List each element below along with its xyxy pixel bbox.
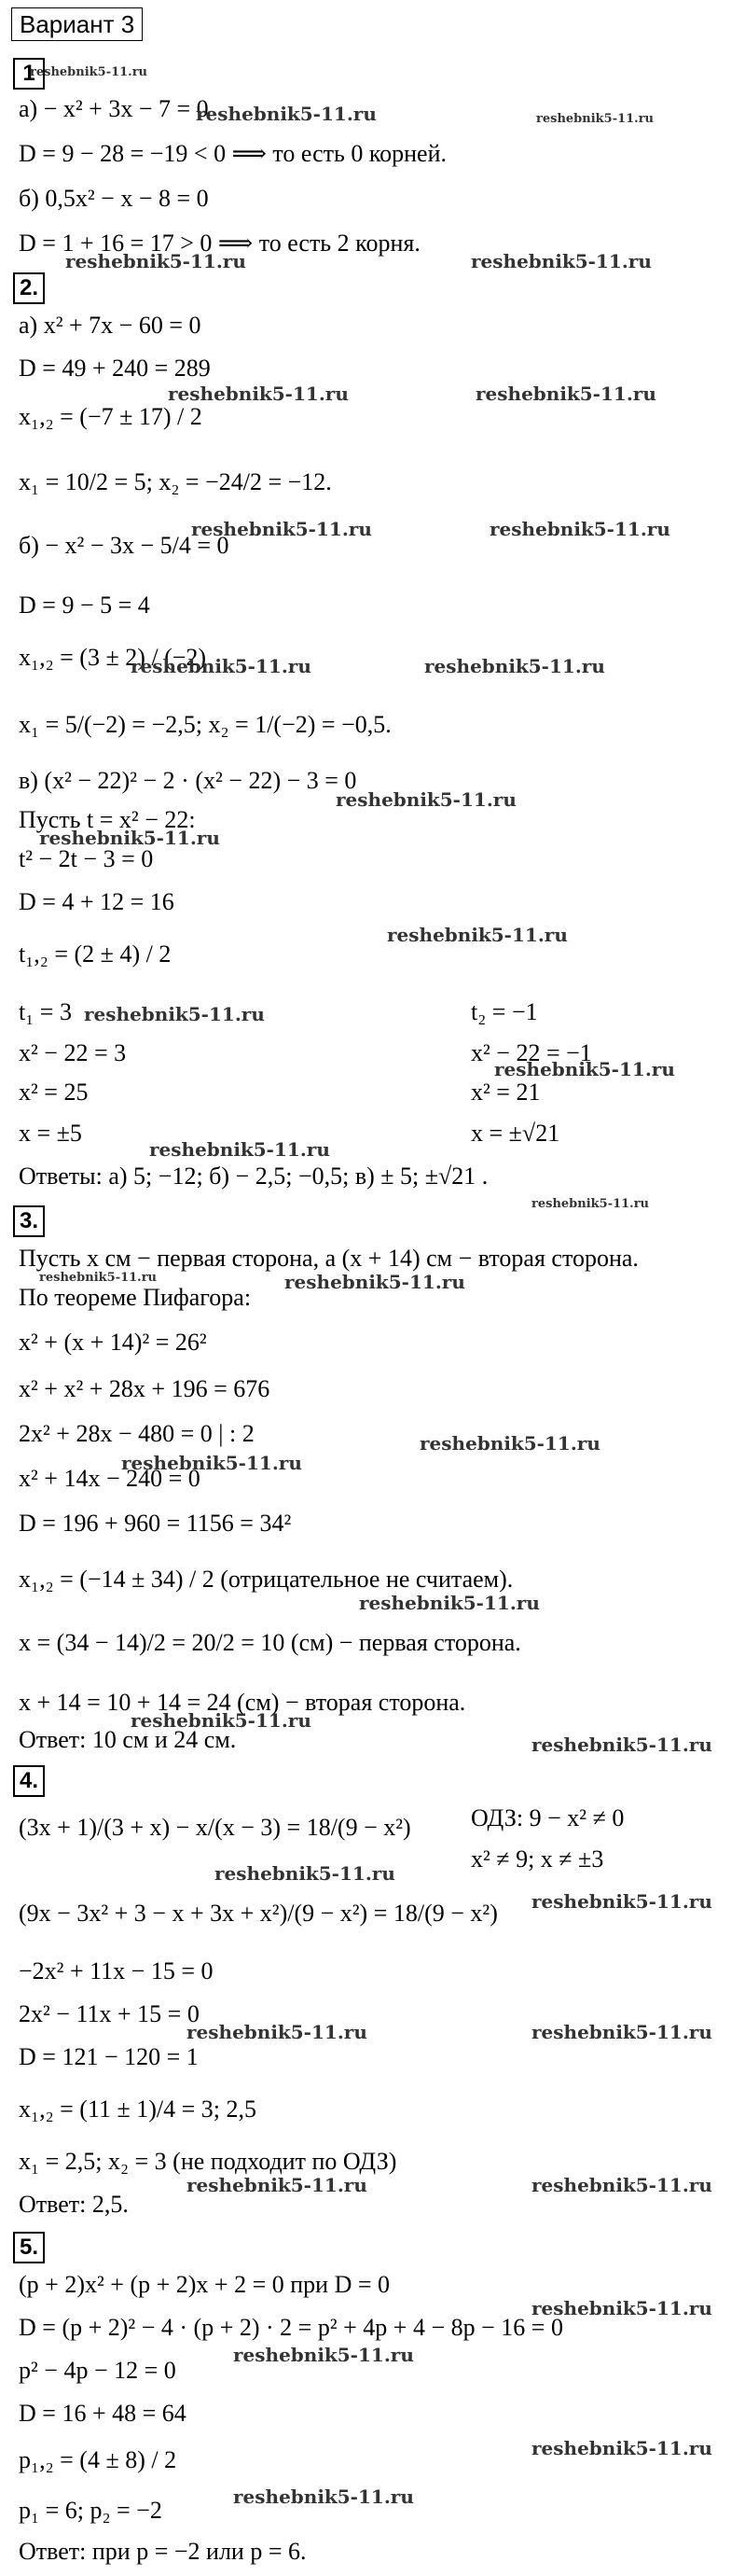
formula-line: x² + 14x − 240 = 0	[19, 1465, 200, 1492]
formula-line: p₁ = 6; p₂ = −2	[19, 2497, 162, 2524]
formula-line: t₁,₂ = (2 ± 4) / 2	[19, 940, 172, 968]
variant-title: Вариант 3	[11, 7, 143, 41]
formula-line: Пусть t = x² − 22:	[19, 806, 196, 833]
formula-line: D = 49 + 240 = 289	[19, 355, 211, 382]
formula-line: x₁ = 5/(−2) = −2,5; x₂ = 1/(−2) = −0,5.	[19, 711, 392, 738]
watermark: reshebnik5-11.ru	[131, 655, 311, 677]
watermark: reshebnik5-11.ru	[65, 250, 246, 272]
formula-line: x² − 22 = −1	[471, 1039, 592, 1066]
formula-line: 2x² − 11x + 15 = 0	[19, 2000, 200, 2027]
formula-line: p² − 4p − 12 = 0	[19, 2357, 176, 2384]
formula-line: x² + (x + 14)² = 26²	[19, 1329, 207, 1356]
task-number-3: 3.	[13, 1205, 45, 1237]
watermark: reshebnik5-11.ru	[531, 2021, 712, 2043]
watermark: reshebnik5-11.ru	[531, 2437, 712, 2459]
formula-line: x + 14 = 10 + 14 = 24 (см) − вторая сторона.	[19, 1689, 466, 1716]
watermark: reshebnik5-11.ru	[336, 788, 517, 811]
formula-line: (9x − 3x² + 3 − x + 3x + x²)/(9 − x²) = 18/(9 − x²)	[19, 1900, 498, 1927]
watermark: reshebnik5-11.ru	[233, 2344, 414, 2366]
formula-line: б) − x² − 3x − 5/4 = 0	[19, 532, 229, 559]
formula-line: x² = 25	[19, 1079, 89, 1106]
formula-line: ОДЗ: 9 − x² ≠ 0	[471, 1804, 625, 1831]
formula-line: x² + x² + 28x + 196 = 676	[19, 1375, 270, 1402]
watermark: reshebnik5-11.ru	[531, 1734, 712, 1756]
task-number-2: 2.	[13, 272, 45, 304]
watermark: reshebnik5-11.ru	[531, 1890, 712, 1913]
task-number-1: 1	[13, 58, 45, 90]
task-number-5: 5.	[13, 2232, 45, 2263]
formula-line: Ответ: 10 см и 24 см.	[19, 1726, 237, 1753]
formula-line: x² = 21	[471, 1079, 541, 1106]
formula-line: Пусть x см − первая сторона, а (x + 14) см − вторая сторона.	[19, 1245, 639, 1272]
watermark: reshebnik5-11.ru	[531, 2297, 712, 2319]
formula-line: p₁,₂ = (4 ± 8) / 2	[19, 2446, 177, 2473]
watermark: reshebnik5-11.ru	[536, 112, 655, 126]
formula-line: Ответ: при p = −2 или p = 6.	[19, 2538, 307, 2565]
watermark: reshebnik5-11.ru	[149, 1138, 330, 1161]
watermark: reshebnik5-11.ru	[490, 518, 670, 540]
watermark: reshebnik5-11.ru	[476, 383, 656, 405]
watermark: reshebnik5-11.ru	[30, 65, 148, 79]
formula-line: D = 16 + 48 = 64	[19, 2400, 186, 2427]
formula-line: x = ±5	[19, 1120, 82, 1147]
formula-line: а) − x² + 3x − 7 = 0	[19, 95, 209, 122]
formula-line: (p + 2)x² + (p + 2)x + 2 = 0 при D = 0	[19, 2271, 391, 2298]
formula-line: t² − 2t − 3 = 0	[19, 845, 154, 872]
watermark: reshebnik5-11.ru	[39, 827, 220, 849]
formula-line: D = 9 − 28 = −19 < 0 ⟹ то есть 0 корней.	[19, 140, 448, 167]
formula-line: а) x² + 7x − 60 = 0	[19, 312, 201, 339]
formula-line: t₁ = 3	[19, 998, 72, 1025]
formula-line: D = 1 + 16 = 17 > 0 ⟹ то есть 2 корня.	[19, 230, 421, 257]
formula-line: x = ±√21	[471, 1120, 560, 1147]
watermark: reshebnik5-11.ru	[420, 1432, 600, 1455]
watermark: reshebnik5-11.ru	[191, 518, 372, 540]
formula-line: x² ≠ 9; x ≠ ±3	[471, 1845, 604, 1873]
formula-line: D = (p + 2)² − 4 · (p + 2) · 2 = p² + 4p + 4 − 8p − 16 = 0	[19, 2314, 563, 2341]
watermark: reshebnik5-11.ru	[84, 1003, 265, 1025]
formula-line: x₁ = 10/2 = 5; x₂ = −24/2 = −12.	[19, 468, 332, 495]
formula-line: x₁,₂ = (3 ± 2) / (−2)	[19, 644, 207, 671]
task-number-4: 4.	[13, 1765, 45, 1797]
watermark: reshebnik5-11.ru	[387, 924, 568, 946]
watermark: reshebnik5-11.ru	[471, 250, 652, 272]
watermark: reshebnik5-11.ru	[531, 2174, 712, 2196]
formula-line: По теореме Пифагора:	[19, 1284, 252, 1311]
formula-line: (3x + 1)/(3 + x) − x/(x − 3) = 18/(9 − x²)	[19, 1814, 411, 1841]
formula-line: t₂ = −1	[471, 998, 538, 1025]
watermark: reshebnik5-11.ru	[494, 1058, 675, 1080]
formula-line: в) (x² − 22)² − 2 · (x² − 22) − 3 = 0	[19, 767, 357, 794]
formula-line: D = 121 − 120 = 1	[19, 2043, 199, 2070]
formula-line: x₁ = 2,5; x₂ = 3 (не подходит по ОДЗ)	[19, 2148, 397, 2175]
watermark: reshebnik5-11.ru	[168, 383, 349, 405]
watermark: reshebnik5-11.ru	[531, 1197, 650, 1211]
watermark: reshebnik5-11.ru	[131, 1709, 311, 1732]
formula-line: Ответ: 2,5.	[19, 2191, 129, 2218]
formula-line: D = 4 + 12 = 16	[19, 888, 174, 915]
formula-line: D = 9 − 5 = 4	[19, 592, 150, 619]
watermark: reshebnik5-11.ru	[424, 655, 605, 677]
watermark: reshebnik5-11.ru	[121, 1452, 302, 1474]
formula-line: x = (34 − 14)/2 = 20/2 = 10 (см) − первая сторона.	[19, 1629, 521, 1656]
formula-line: x₁,₂ = (11 ± 1)/4 = 3; 2,5	[19, 2096, 257, 2123]
watermark: reshebnik5-11.ru	[186, 2174, 367, 2196]
formula-line: б) 0,5x² − x − 8 = 0	[19, 185, 209, 212]
formula-line: Ответы: а) 5; −12; б) − 2,5; −0,5; в) ± 5; ±√21 .	[19, 1163, 489, 1190]
formula-line: x² − 22 = 3	[19, 1039, 127, 1066]
watermark: reshebnik5-11.ru	[214, 1862, 395, 1885]
watermark: reshebnik5-11.ru	[359, 1592, 540, 1614]
formula-line: −2x² + 11x − 15 = 0	[19, 1957, 214, 1984]
watermark: reshebnik5-11.ru	[196, 103, 377, 125]
formula-line: x₁,₂ = (−7 ± 17) / 2	[19, 403, 202, 430]
formula-line: x₁,₂ = (−14 ± 34) / 2 (отрицательное не считаем).	[19, 1566, 514, 1593]
formula-line: 2x² + 28x − 480 = 0 | : 2	[19, 1420, 255, 1447]
watermark: reshebnik5-11.ru	[233, 2485, 414, 2508]
watermark: reshebnik5-11.ru	[284, 1271, 465, 1293]
watermark: reshebnik5-11.ru	[39, 1271, 158, 1285]
watermark: reshebnik5-11.ru	[186, 2021, 367, 2043]
formula-line: D = 196 + 960 = 1156 = 34²	[19, 1510, 292, 1537]
